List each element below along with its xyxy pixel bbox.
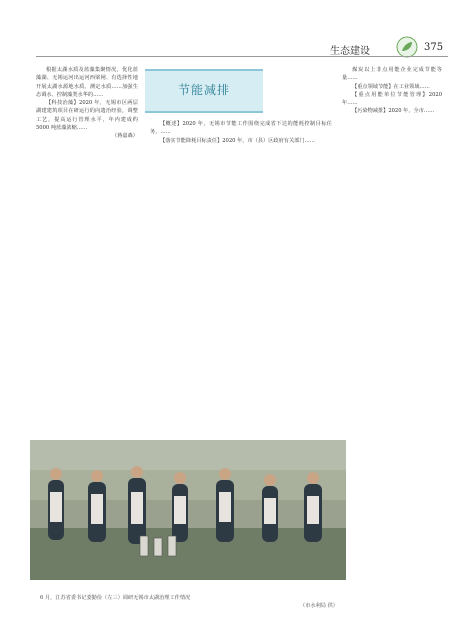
col2-paragraph-1: 【概述】2020 年，无锡市节能工作围绕完成省下达的能耗控制目标任务，…… bbox=[150, 121, 332, 136]
col3-paragraph-3: 【重点用能单位节能管理】2020 年…… bbox=[342, 91, 442, 107]
col1-source: （蒋嘉森） bbox=[112, 133, 138, 140]
col1-paragraph-2: 【科技治藻】2020 年，无锡市区两层湖建建筑项目在研运行的向遗治经验，调整工艺，提高运行管理水平，年内建成约 5000 吨蓝藻浓缩…… bbox=[36, 100, 138, 132]
header-rule bbox=[36, 56, 448, 57]
col2-paragraph-2: 【落实节能降耗目标责任】2020 年，市（县）区政府有关部门…… bbox=[160, 137, 315, 144]
page-number: 375 bbox=[424, 42, 444, 53]
col1-paragraph-1: 根据太湖水质及蓝藻集聚情况，优化蓝藻湖、无锡运河出运河西梁闸、有选择性地开展太湖水源地水质、测定水质……加强生态调水、控制藻类水华的…… bbox=[36, 67, 138, 98]
col3-paragraph-2: 【重点领域节能】在工业领域…… bbox=[352, 83, 430, 90]
caption-source: （市水利局 供） bbox=[300, 603, 338, 609]
column-1 bbox=[36, 66, 138, 141]
section-title-box bbox=[145, 69, 263, 113]
page-header bbox=[0, 0, 468, 56]
column-2 bbox=[150, 120, 332, 145]
section-title: 生态建设 bbox=[330, 46, 370, 57]
column-3 bbox=[342, 66, 442, 116]
ecology-logo-icon bbox=[396, 36, 418, 58]
news-photo bbox=[30, 440, 346, 580]
caption-text: 6 月，江苏省委书记娄勤俭（左三）调研无锡市太湖治理工作情况 bbox=[40, 595, 191, 601]
col3-paragraph-4: 【污染物减排】2020 年，全市…… bbox=[352, 108, 435, 115]
photo-illustration bbox=[30, 440, 346, 580]
col3-paragraph-1: 煤炭以上非点用能企业完成节能等量…… bbox=[342, 67, 442, 82]
photo-caption bbox=[40, 594, 338, 610]
section-heading: 节能减排 bbox=[177, 83, 230, 97]
